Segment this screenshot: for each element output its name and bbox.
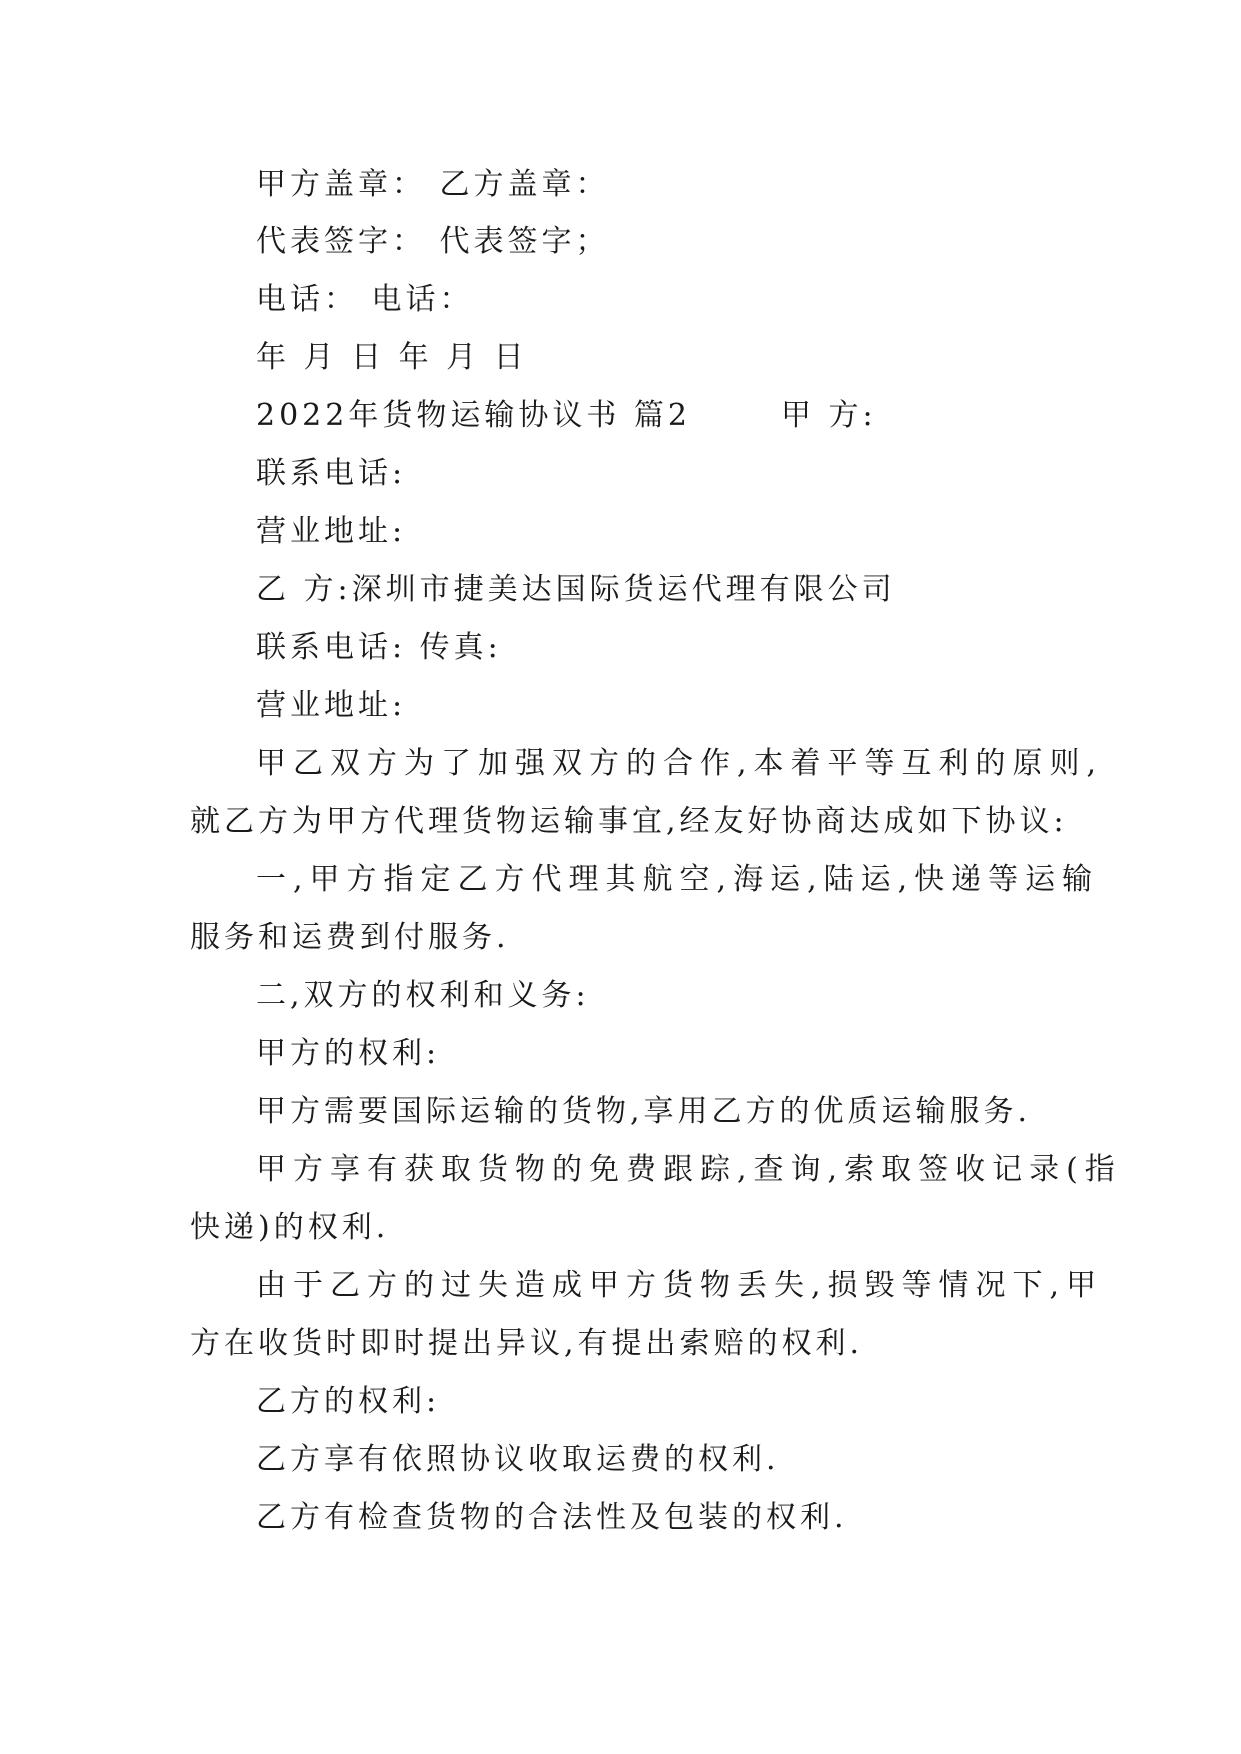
section-title-line [256,396,877,436]
party-a-rights-heading: 甲方的权利: [256,1036,441,1071]
party-a-label: 甲 方: [780,398,877,433]
phone-line: 电话： 电话： [256,282,474,317]
party-b-right-1: 乙方享有依照协议收取运费的权利. [256,1442,780,1477]
clause-1-line-1: 一,甲方指定乙方代理其航空,海运,陆运,快递等运输 [256,862,1100,897]
intro-paragraph-line-1: 甲乙双方为了加强双方的合作,本着平等互利的原则, [256,746,1104,781]
party-a-right-1: 甲方需要国际运输的货物,享用乙方的优质运输服务. [256,1094,1032,1129]
party-a-right-2-line-1: 甲方享有获取货物的免费跟踪,查询,索取签收记录(指 [256,1152,1122,1187]
clause-1-line-2: 服务和运费到付服务. [190,920,510,955]
party-b-name: 乙 方:深圳市捷美达国际货运代理有限公司 [256,572,896,607]
intro-paragraph-line-2: 就乙方为甲方代理货物运输事宜,经友好协商达成如下协议: [190,804,1068,839]
signature-line: 代表签字： 代表签字； [256,224,610,259]
party-a-right-2-line-2: 快递)的权利. [190,1210,390,1245]
section-title: 2022年货物运输协议书 篇2 [256,398,691,433]
party-b-phone-fax: 联系电话: 传真: [256,630,502,665]
party-b-right-2: 乙方有检查货物的合法性及包装的权利. [256,1500,848,1535]
date-line: 年 月 日 年 月 日 [256,340,528,375]
party-a-right-3-line-1: 由于乙方的过失造成甲方货物丢失,损毁等情况下,甲 [256,1268,1104,1303]
party-b-rights-heading: 乙方的权利: [256,1384,441,1419]
party-a-phone: 联系电话: [256,456,407,491]
seal-line: 甲方盖章： 乙方盖章： [256,167,610,202]
party-a-right-3-line-2: 方在收货时即时提出异议,有提出索赔的权利. [190,1326,864,1361]
clause-2-heading: 二,双方的权利和义务: [256,978,590,1013]
party-b-address: 营业地址: [256,688,407,723]
party-a-address: 营业地址: [256,514,407,549]
